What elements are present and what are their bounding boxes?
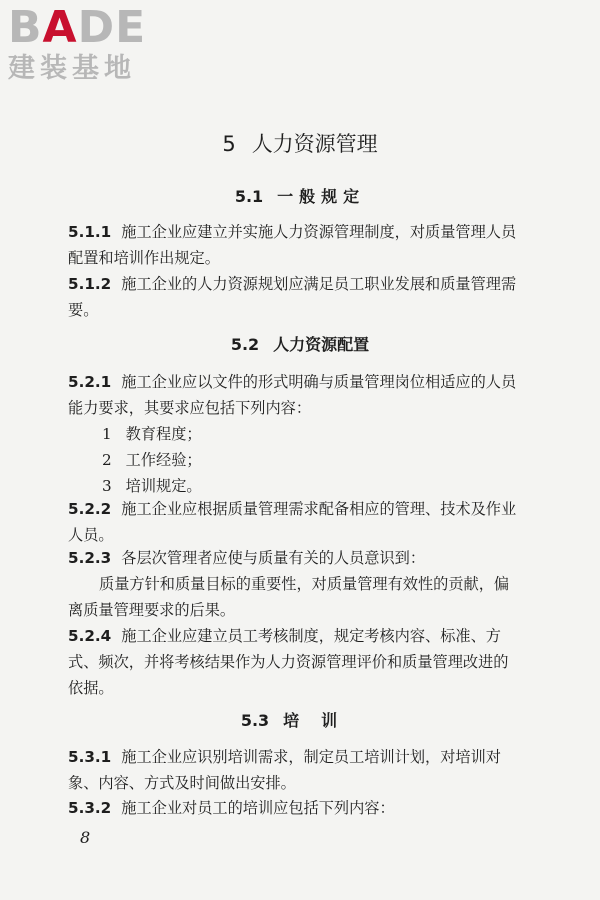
list-item: 1 教育程度； [102,425,202,443]
list-item: 3 培训规定。 [102,477,202,495]
page-number: 8 [80,828,91,847]
list-item: 2 工作经验； [102,451,202,469]
clause-5-3-1: 5.3.1 施工企业应识别培训需求，制定员工培训计划，对培训对象、内容、方式及时间做出安排。 [68,748,501,792]
clause-5-2-4: 5.2.4 施工企业应建立员工考核制度，规定考核内容、标准、方式、频次，并将考核结果作为人力资源管理评价和质量管理改进的依据。 [68,627,509,697]
section-heading-5-1: 5.1 一般规定 [234,187,366,206]
section-heading-5-3: 5.3 培训 [240,711,360,730]
clause-5-1-1: 5.1.1 施工企业应建立并实施人力资源管理制度，对质量管理人员配置和培训作出规定。 [68,223,517,267]
clause-5-2-3-paragraph: 质量方针和质量目标的重要性，对质量管理有效性的贡献，偏离质量管理要求的后果。 [68,575,510,619]
logo-wordmark: BADE [8,2,147,53]
chapter-title: 5 人力资源管理 [222,132,378,156]
logo-subtitle: 建装基地 [8,53,136,84]
clause-5-3-2: 5.3.2 施工企业对员工的培训应包括下列内容： [68,799,395,817]
clause-5-2-2: 5.2.2 施工企业应根据质量管理需求配备相应的管理、技术及作业人员。 [68,500,517,544]
clause-5-2-1: 5.2.1 施工企业应以文件的形式明确与质量管理岗位相适应的人员能力要求，其要求应包括下列内容： [68,373,517,417]
clause-5-2-3: 5.2.3 各层次管理者应使与质量有关的人员意识到： [68,549,425,567]
clause-5-1-2: 5.1.2 施工企业的人力资源规划应满足员工职业发展和质量管理需要。 [68,275,517,319]
section-heading-5-2: 5.2 人力资源配置 [230,335,370,354]
bade-logo [8,2,178,86]
